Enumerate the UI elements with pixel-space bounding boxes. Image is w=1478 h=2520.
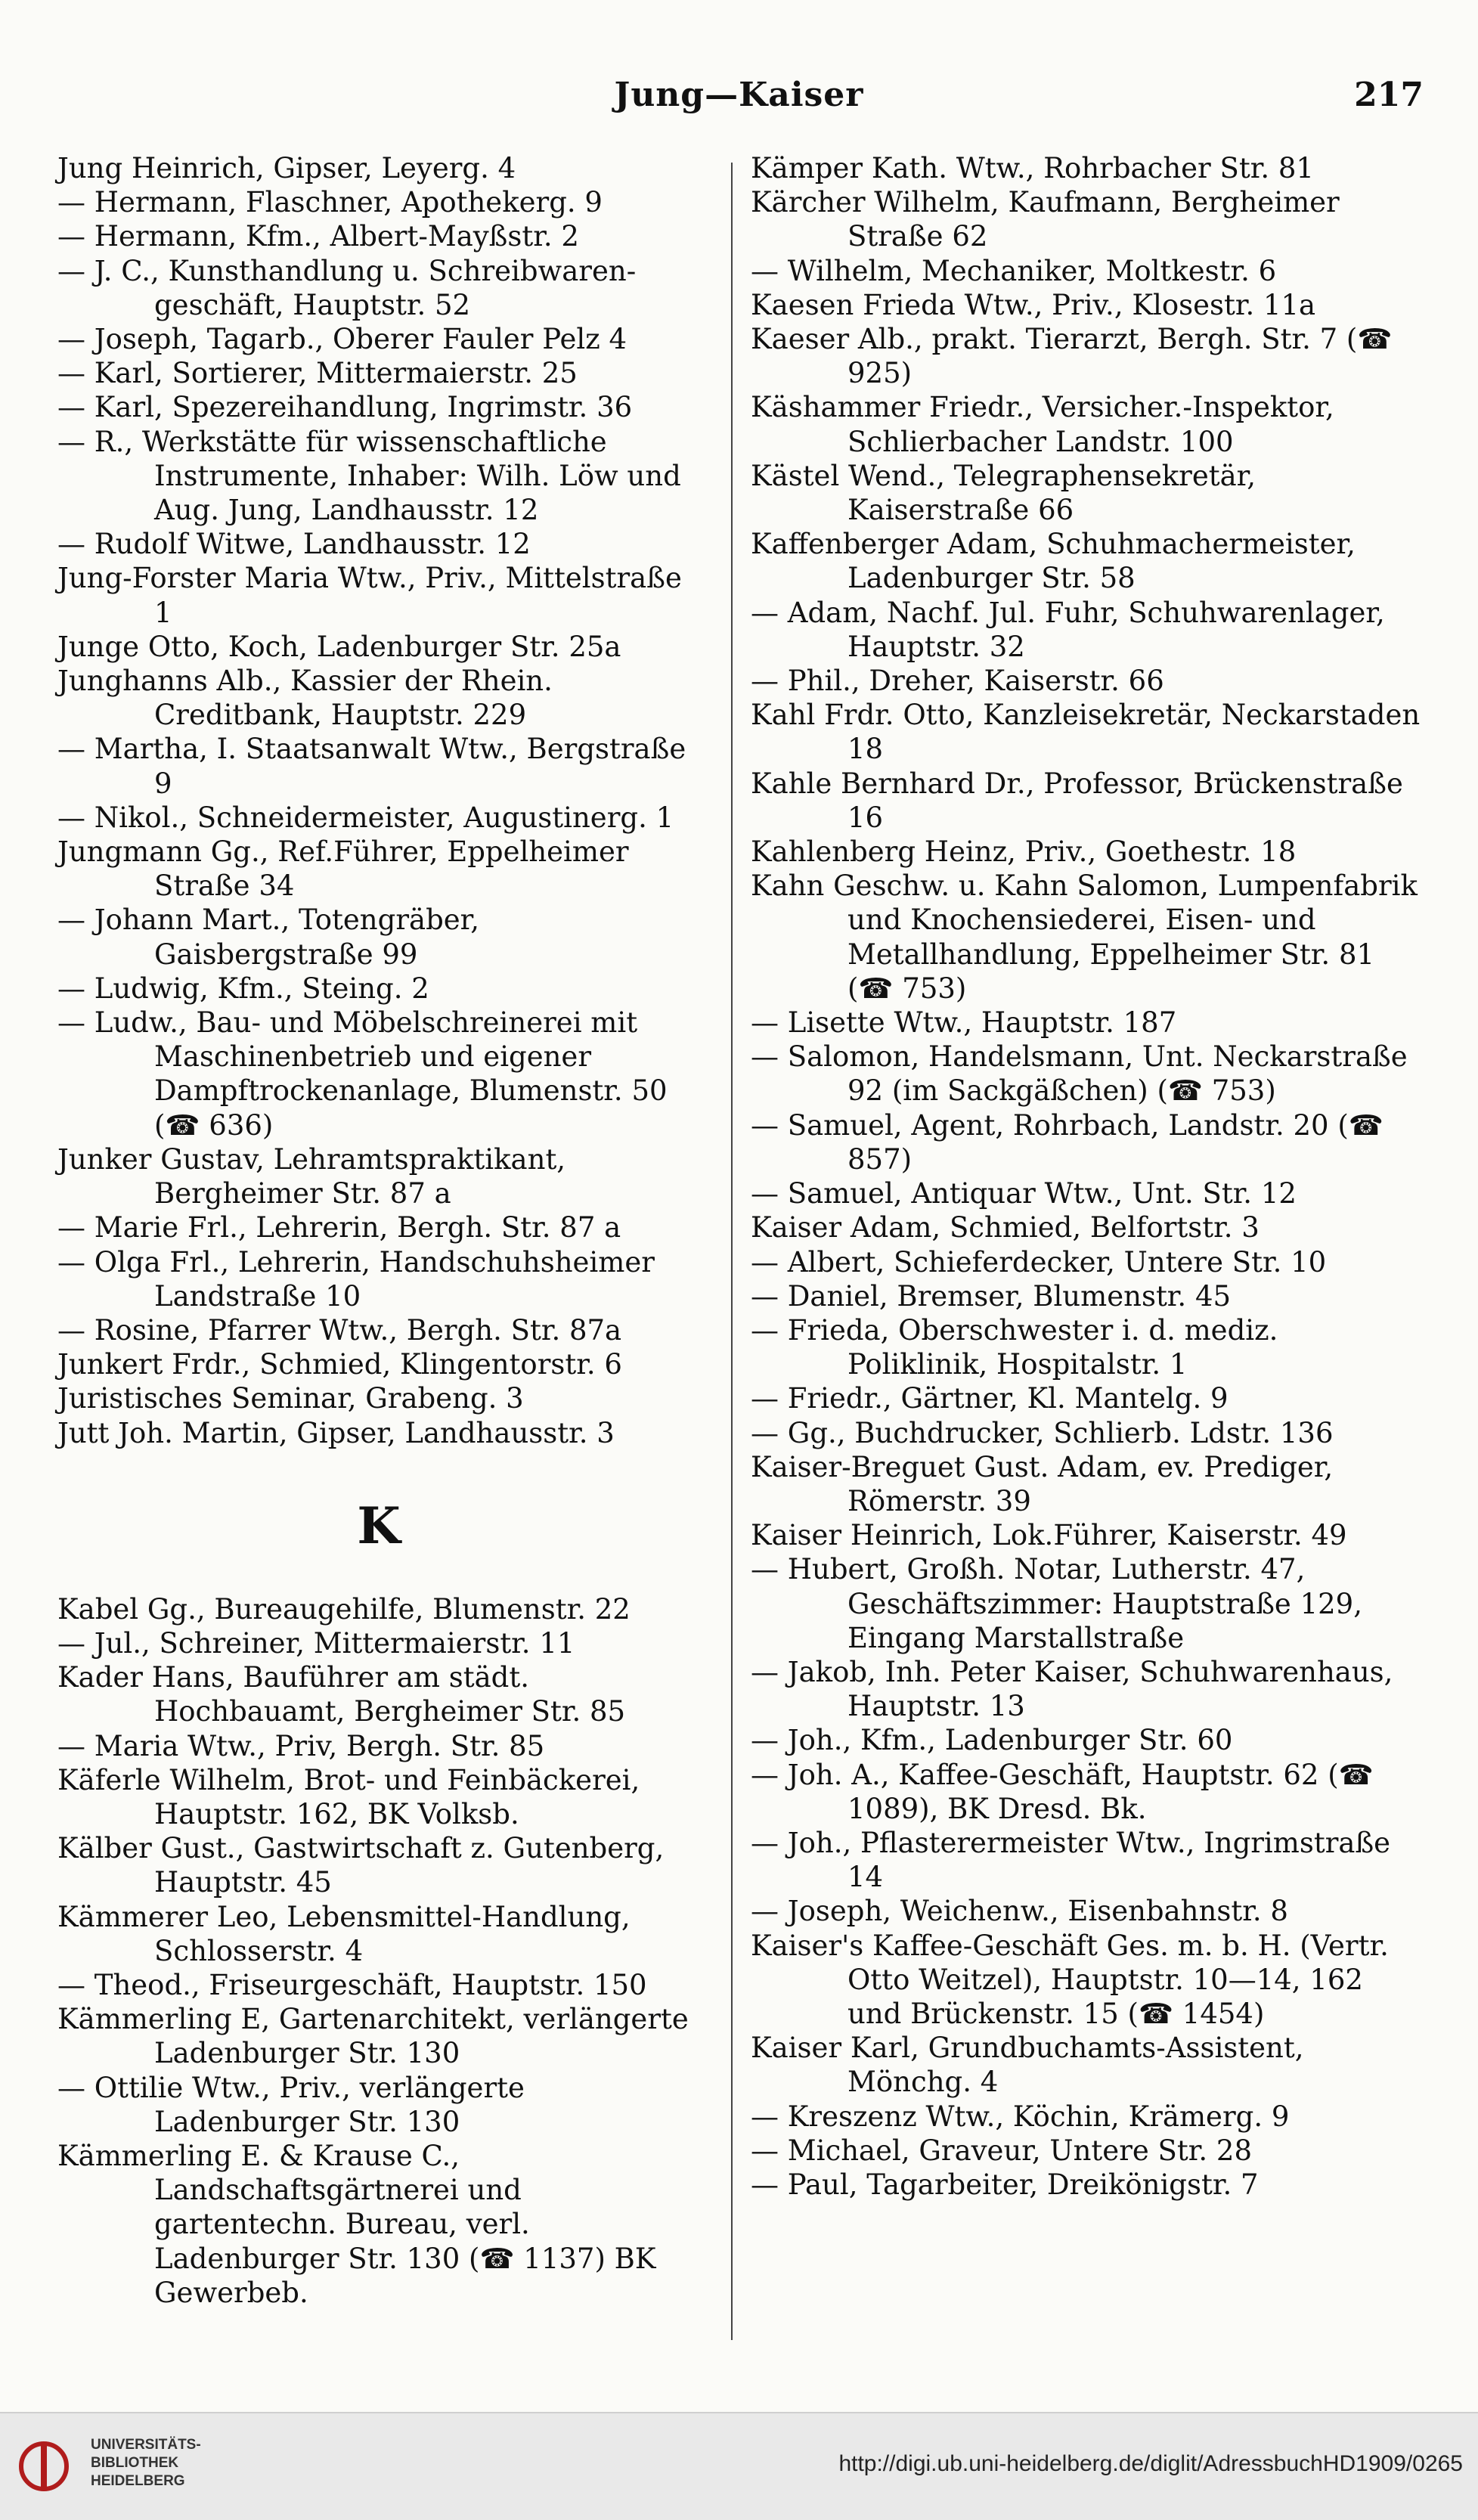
directory-entry: Kaeser Alb., prakt. Tierarzt, Bergh. Str. 7 (☎ 925) — [751, 323, 1393, 390]
directory-entry: — Nikol., Schneidermeister, Augustinerg. 1 — [57, 801, 674, 834]
directory-entry: — R., Werkstätte für wissenschaftliche Instrumente, Inhaber: Wilh. Löw und Aug. Jung, Landhausstr. 12 — [57, 425, 681, 527]
footer-bar — [0, 2412, 1478, 2520]
directory-list-right — [751, 151, 1424, 2202]
directory-entry: Kabel Gg., Bureaugehilfe, Blumenstr. 22 — [57, 1592, 631, 1626]
directory-entry: — Hermann, Flaschner, Apothekerg. 9 — [57, 186, 603, 219]
directory-entry: — Johann Mart., Totengräber, Gaisbergstraße 99 — [57, 904, 480, 971]
directory-entry: — Adam, Nachf. Jul. Fuhr, Schuhwarenlager, Hauptstr. 32 — [751, 596, 1385, 663]
directory-entry: — Ottilie Wtw., Priv., verlängerte Ladenburger Str. 130 — [57, 2071, 525, 2138]
directory-entry: Kärcher Wilhelm, Kaufmann, Bergheimer Straße 62 — [751, 186, 1340, 253]
directory-entry: Kästel Wend., Telegraphensekretär, Kaiserstraße 66 — [751, 459, 1256, 527]
directory-entry: — Theod., Friseurgeschäft, Hauptstr. 150 — [57, 1968, 647, 2001]
directory-entry: Kahlenberg Heinz, Priv., Goethestr. 18 — [751, 835, 1297, 869]
directory-entry: Junge Otto, Koch, Ladenburger Str. 25a — [57, 630, 621, 663]
directory-list-left-k — [57, 1592, 700, 2310]
directory-entry: — Paul, Tagarbeiter, Dreikönigstr. 7 — [751, 2168, 1259, 2201]
directory-entry: — Samuel, Antiquar Wtw., Unt. Str. 12 — [751, 1177, 1297, 1210]
directory-entry: Kämmerling E. & Krause C., Landschaftsgärtnerei und gartentechn. Bureau, verl. Ladenburger Str. 130 (☎ 1137) BK Gewerbeb. — [57, 2139, 656, 2309]
directory-entry: Kämmerer Leo, Lebensmittel-Handlung, Schlosserstr. 4 — [57, 1900, 631, 1967]
directory-entry: — Ludwig, Kfm., Steing. 2 — [57, 972, 429, 1005]
directory-entry: Junker Gustav, Lehramtspraktikant, Bergheimer Str. 87 a — [57, 1142, 566, 1210]
directory-entry: — Daniel, Bremser, Blumenstr. 45 — [751, 1279, 1232, 1313]
directory-entry: — Phil., Dreher, Kaiserstr. 66 — [751, 665, 1164, 698]
directory-entry: Kahn Geschw. u. Kahn Salomon, Lumpenfabrik und Knochensiederei, Eisen- und Metallhandlung, Eppelheimer Str. 81 (☎ 753) — [751, 869, 1418, 1005]
directory-entry: — Joseph, Tagarb., Oberer Fauler Pelz 4 — [57, 323, 627, 356]
directory-entry: Jungmann Gg., Ref.Führer, Eppelheimer Straße 34 — [57, 835, 629, 903]
page-title: Jung—Kaiser — [614, 76, 864, 114]
running-head — [0, 76, 1478, 129]
section-letter: K — [357, 1496, 401, 1555]
directory-entry: Käshammer Friedr., Versicher.-Inspektor, Schlierbacher Landstr. 100 — [751, 391, 1334, 458]
directory-entry: — Martha, I. Staatsanwalt Wtw., Bergstraße 9 — [57, 733, 686, 800]
column-divider — [731, 163, 733, 2340]
directory-entry: Jung-Forster Maria Wtw., Priv., Mittelstraße 1 — [57, 562, 682, 629]
library-line: UNIVERSITÄTS- — [91, 2437, 201, 2453]
directory-entry: Kaiser Heinrich, Lok.Führer, Kaiserstr. 49 — [751, 1519, 1347, 1552]
directory-entry: Kaffenberger Adam, Schuhmachermeister, Ladenburger Str. 58 — [751, 528, 1356, 595]
directory-entry: Kaiser Karl, Grundbuchamts-Assistent, Mönchg. 4 — [751, 2032, 1304, 2099]
directory-entry: — Michael, Graveur, Untere Str. 28 — [751, 2134, 1252, 2167]
directory-entry: — Rudolf Witwe, Landhausstr. 12 — [57, 528, 531, 561]
directory-entry: — Joh. A., Kaffee-Geschäft, Hauptstr. 62 (☎ 1089), BK Dresd. Bk. — [751, 1758, 1374, 1825]
directory-entry: — Jakob, Inh. Peter Kaiser, Schuhwarenhaus, Hauptstr. 13 — [751, 1655, 1393, 1723]
library-line: BIBLIOTHEK — [91, 2455, 179, 2471]
directory-entry: — Hermann, Kfm., Albert-Mayßstr. 2 — [57, 220, 579, 253]
source-url-link[interactable]: http://digi.ub.uni-heidelberg.de/diglit/AdressbuchHD1909/0265 — [838, 2451, 1463, 2476]
directory-entry: — Kreszenz Wtw., Köchin, Krämerg. 9 — [751, 2100, 1290, 2133]
directory-entry: Kaiser's Kaffee-Geschäft Ges. m. b. H. (Vertr. Otto Weitzel), Hauptstr. 10—14, 162 und Brückenstr. 15 (☎ 1454) — [751, 1929, 1389, 2030]
directory-entry: Kaiser-Breguet Gust. Adam, ev. Prediger, Römerstr. 39 — [751, 1450, 1334, 1517]
directory-entry: — Samuel, Agent, Rohrbach, Landstr. 20 (☎ 857) — [751, 1108, 1383, 1176]
directory-entry: Kahl Frdr. Otto, Kanzleisekretär, Neckarstaden 18 — [751, 699, 1421, 766]
directory-entry: Kahle Bernhard Dr., Professor, Brückenstraße 16 — [751, 767, 1403, 834]
directory-entry: — Ludw., Bau- und Möbelschreinerei mit Maschinenbetrieb und eigener Dampftrockenanlage, Blumenstr. 50 (☎ 636) — [57, 1006, 668, 1142]
library-name — [91, 2436, 201, 2491]
directory-entry: — Karl, Spezereihandlung, Ingrimstr. 36 — [57, 391, 633, 424]
directory-entry: Kader Hans, Bauführer am städt. Hochbauamt, Bergheimer Str. 85 — [57, 1661, 626, 1728]
directory-entry: — Rosine, Pfarrer Wtw., Bergh. Str. 87a — [57, 1313, 622, 1347]
directory-entry: Jung Heinrich, Gipser, Leyerg. 4 — [57, 152, 516, 184]
directory-entry: — Karl, Sortierer, Mittermaierstr. 25 — [57, 357, 578, 390]
page-number: 217 — [1354, 76, 1424, 114]
directory-entry: Juristisches Seminar, Grabeng. 3 — [57, 1382, 524, 1415]
directory-entry: — Friedr., Gärtner, Kl. Mantelg. 9 — [751, 1382, 1229, 1415]
directory-entry: — Hubert, Großh. Notar, Lutherstr. 47, Geschäftszimmer: Hauptstraße 129, Eingang Marstallstraße — [751, 1553, 1362, 1654]
directory-entry: — Olga Frl., Lehrerin, Handschuhsheimer Landstraße 10 — [57, 1245, 655, 1313]
directory-entry: — Jul., Schreiner, Mittermaierstr. 11 — [57, 1626, 575, 1660]
directory-entry: Kaiser Adam, Schmied, Belfortstr. 3 — [751, 1211, 1260, 1245]
directory-entry: Kälber Gust., Gastwirtschaft z. Gutenberg, Hauptstr. 45 — [57, 1832, 665, 1899]
directory-entry: — Maria Wtw., Priv, Bergh. Str. 85 — [57, 1729, 545, 1762]
directory-entry: — Joh., Kfm., Ladenburger Str. 60 — [751, 1724, 1233, 1757]
directory-list-left — [57, 151, 700, 1450]
directory-entry: Kaesen Frieda Wtw., Priv., Klosestr. 11a — [751, 288, 1316, 321]
directory-entry: — Wilhelm, Mechaniker, Moltkestr. 6 — [751, 254, 1277, 287]
library-line: HEIDELBERG — [91, 2473, 185, 2489]
directory-entry: — Albert, Schieferdecker, Untere Str. 10 — [751, 1245, 1327, 1279]
directory-entry: Kämmerling E, Gartenarchitekt, verlängerte Ladenburger Str. 130 — [57, 2003, 689, 2070]
right-column — [751, 151, 1424, 2202]
directory-entry: Kämper Kath. Wtw., Rohrbacher Str. 81 — [751, 152, 1314, 184]
directory-entry: Jutt Joh. Martin, Gipser, Landhausstr. 3 — [57, 1416, 615, 1449]
directory-entry: — Gg., Buchdrucker, Schlierb. Ldstr. 136 — [751, 1416, 1334, 1449]
directory-entry: — Lisette Wtw., Hauptstr. 187 — [751, 1006, 1177, 1040]
directory-entry: — Joseph, Weichenw., Eisenbahnstr. 8 — [751, 1895, 1288, 1928]
directory-entry: — Salomon, Handelsmann, Unt. Neckarstraße 92 (im Sackgäßchen) (☎ 753) — [751, 1040, 1408, 1108]
directory-entry: — Marie Frl., Lehrerin, Bergh. Str. 87 a — [57, 1211, 621, 1245]
directory-entry: Junkert Frdr., Schmied, Klingentorstr. 6 — [57, 1348, 622, 1381]
left-column — [57, 151, 700, 2310]
directory-entry: — Frieda, Oberschwester i. d. mediz. Poliklinik, Hospitalstr. 1 — [751, 1313, 1278, 1381]
directory-entry: Käferle Wilhelm, Brot- und Feinbäckerei, Hauptstr. 162, BK Volksb. — [57, 1763, 640, 1830]
directory-entry: Junghanns Alb., Kassier der Rhein. Creditbank, Hauptstr. 229 — [57, 665, 553, 732]
directory-entry: — J. C., Kunsthandlung u. Schreibwaren-geschäft, Hauptstr. 52 — [57, 254, 637, 321]
library-logo-icon — [15, 2436, 83, 2497]
directory-entry: — Joh., Pflasterermeister Wtw., Ingrimstraße 14 — [751, 1826, 1391, 1894]
